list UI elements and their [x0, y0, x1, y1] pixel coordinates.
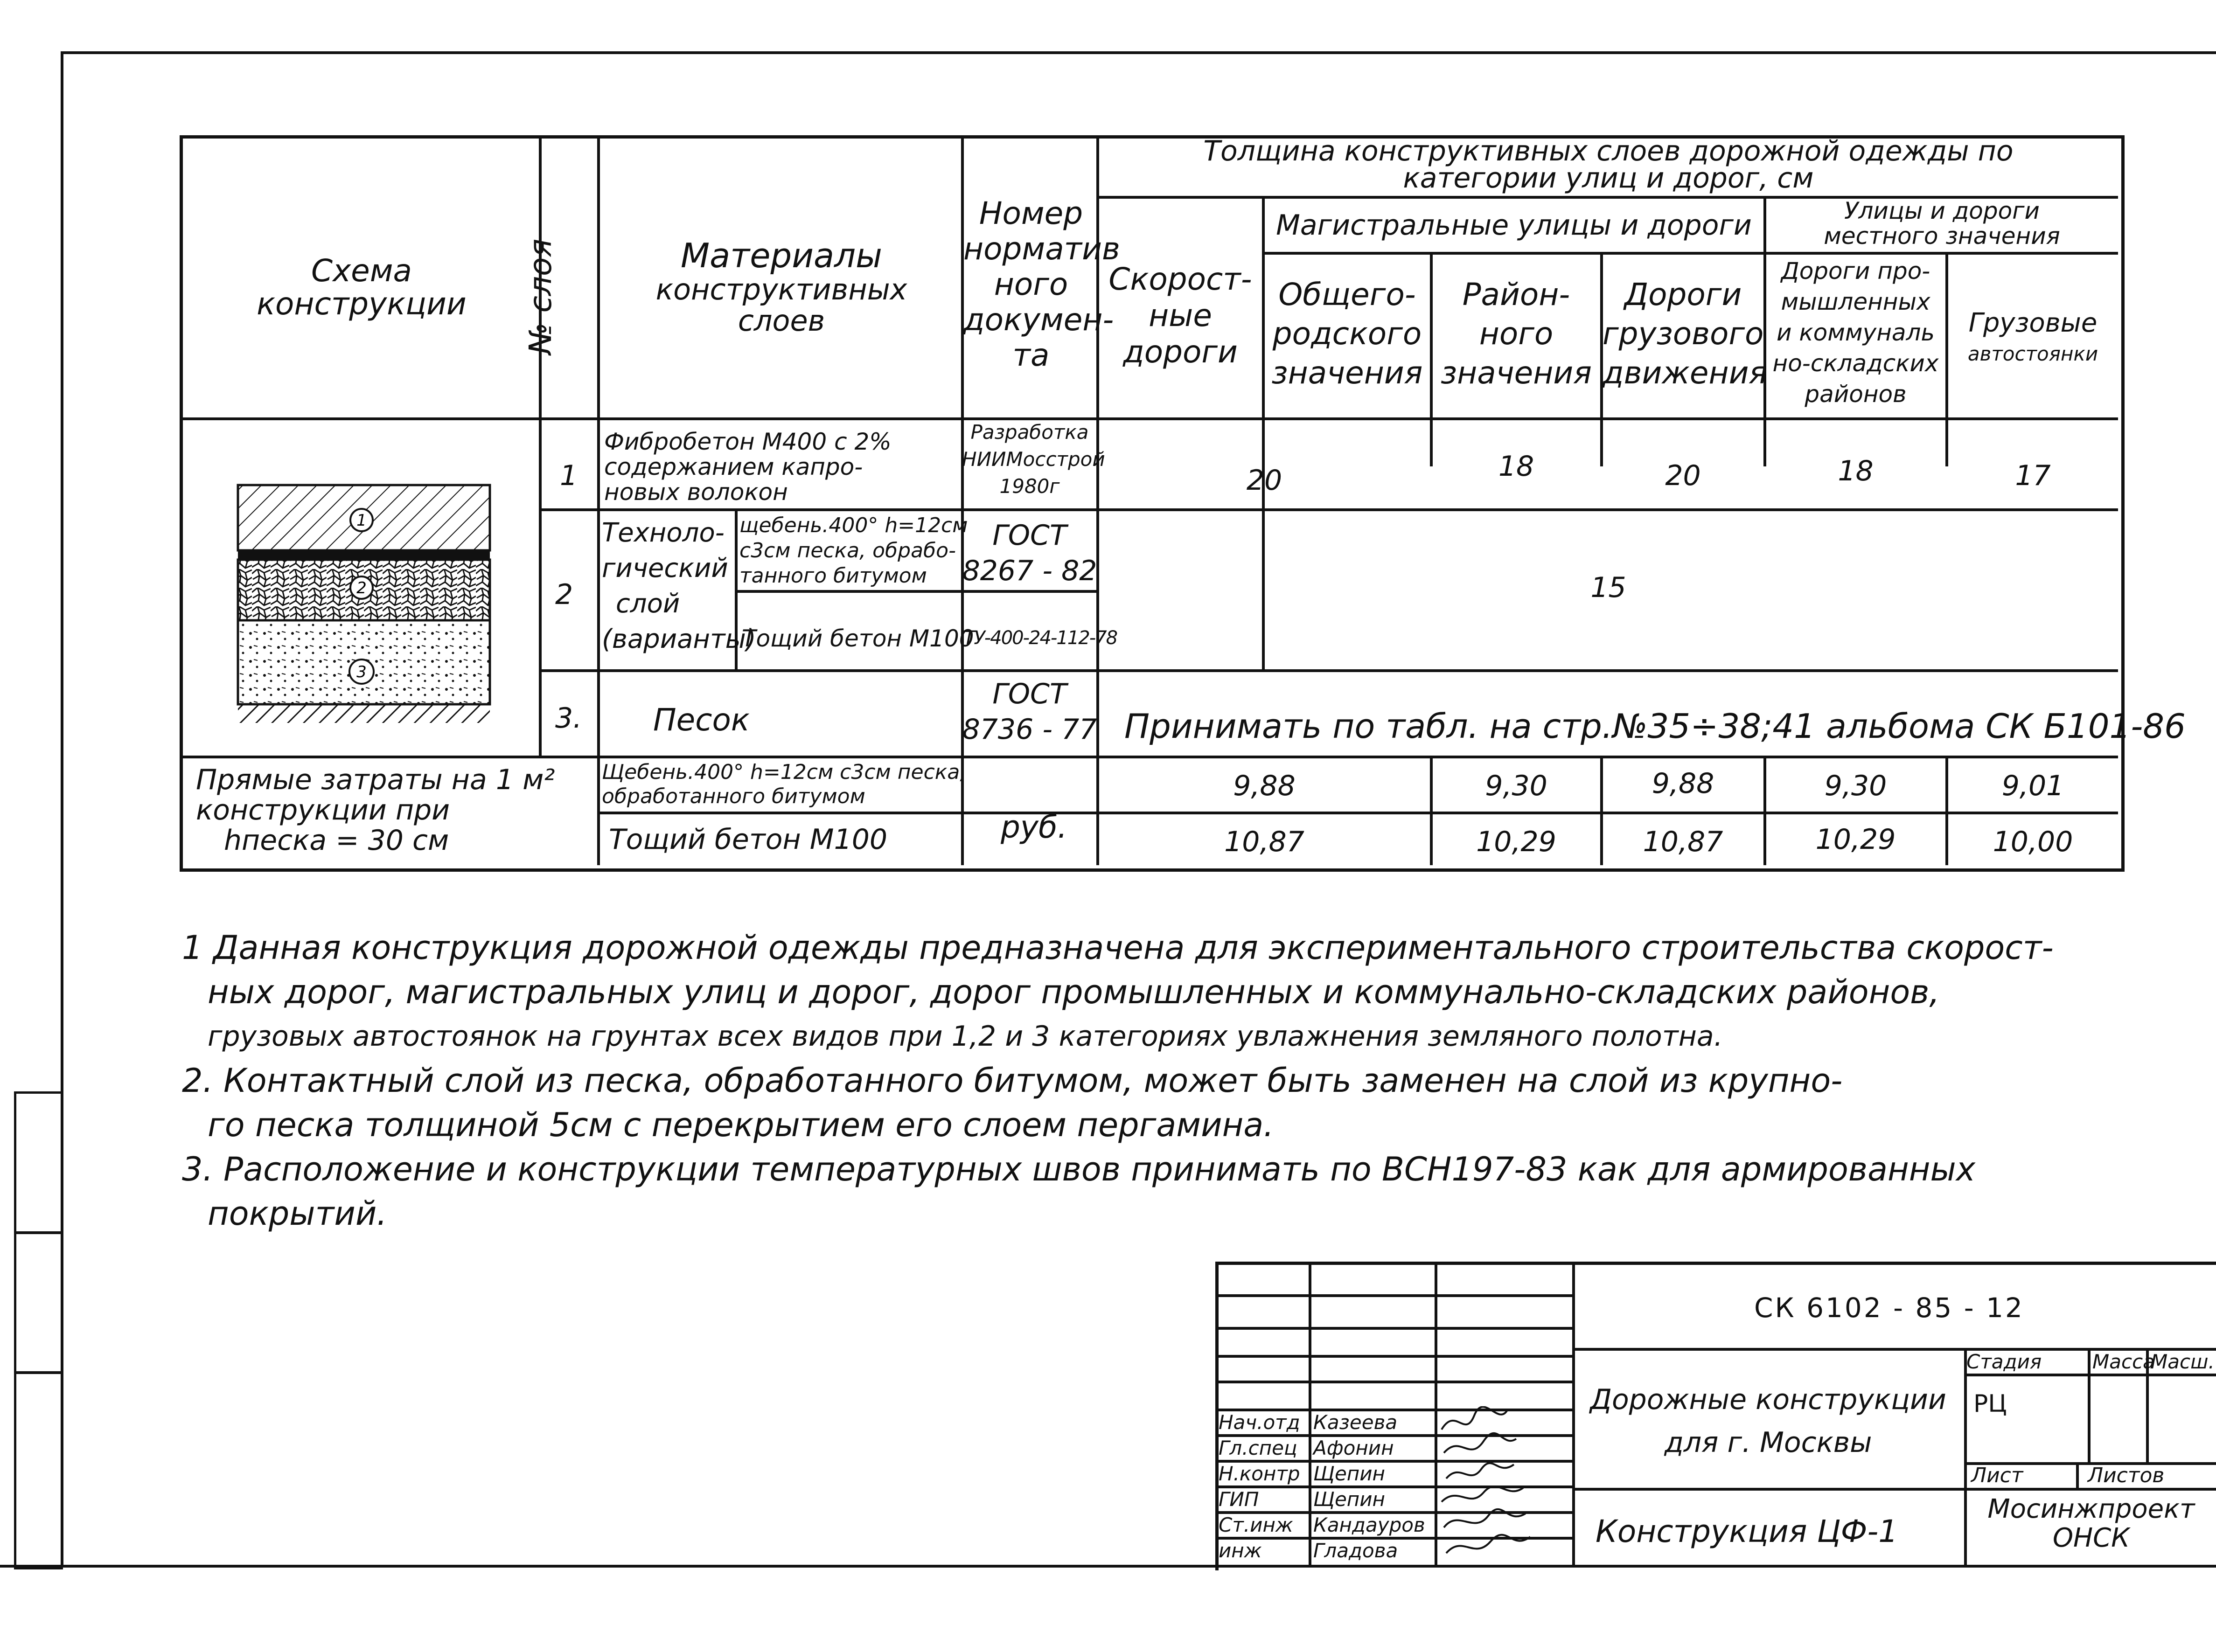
row2-variant-a: щебень.400° h=12см с3см песка, обрабо- танного битумом [739, 514, 968, 588]
scheme-marker-1: 1 [356, 511, 367, 530]
row3-note: Принимать по табл. на стр.№35÷38;41 альбома СК Б101-86 [1124, 707, 2186, 746]
stamp-roles [1219, 1409, 1300, 1563]
cost-b-express-citywide: 10,87 [1224, 826, 1304, 858]
cost-b-truck: 10,00 [1993, 826, 2073, 858]
header-citywide: Общего- родского значения [1271, 277, 1423, 391]
note-line-7: покрытий. [208, 1194, 387, 1233]
row1-value-freight: 20 [1665, 459, 1701, 492]
stamp-stage-header: Стадия [1966, 1350, 2042, 1373]
side-strip [14, 1091, 63, 1569]
stamp-name-6: Гладова [1313, 1539, 1398, 1562]
row1-value-district: 18 [1498, 450, 1534, 483]
stamp-role-engineer: инж [1219, 1539, 1262, 1562]
stamp-scale-header: Масш. [2151, 1350, 2215, 1373]
stamp-name-4: Щепин [1313, 1488, 1385, 1511]
stamp-role-chief-spec: Гл.спец [1219, 1437, 1297, 1459]
header-scheme: Схема конструкции [257, 253, 467, 322]
stamp-sheet-header: Лист [1971, 1464, 2023, 1487]
header-industrial: Дороги про- мышленных и коммуналь но-складских районов [1772, 257, 1939, 408]
note-line-5: го песка толщиной 5см с перекрытием его слоем пергамина. [208, 1106, 1274, 1144]
row3-doc: ГОСТ 8736 - 77 [962, 678, 1097, 746]
costs-variant-a: Щебень.400° h=12см с3см песка, обработанного битумом [602, 760, 967, 808]
cost-b-industrial: 10,29 [1815, 823, 1896, 856]
drawing-frame-top [61, 51, 2216, 54]
cost-a-express-citywide: 9,88 [1233, 770, 1296, 802]
header-norm-doc: Номер норматив ного докумен- та [963, 195, 1120, 373]
scheme-marker-2: 2 [356, 579, 367, 597]
stamp-name-5: Кандауров [1313, 1513, 1425, 1536]
header-layer-no: № слоя [523, 238, 558, 354]
row1-value-truck: 17 [2015, 459, 2051, 492]
header-district: Район- ного значения [1440, 277, 1592, 391]
row2-value: 15 [1590, 571, 1626, 604]
header-main-streets: Магистральные улицы и дороги [1276, 209, 1752, 242]
row1-doc: Разработка НИИМосстрой 1980г [962, 421, 1105, 498]
header-thickness-title: Толщина конструктивных слоев дорожной одежды по категории улиц и дорог, см [1203, 135, 2014, 194]
row2-variant-b-doc: ТУ-400-24-112-78 [963, 627, 1117, 649]
header-express: Скорост- ные дороги [1108, 261, 1252, 370]
cost-a-district: 9,30 [1485, 770, 1547, 802]
cost-a-truck: 9,01 [2001, 770, 2064, 802]
stamp-names [1313, 1409, 1425, 1563]
stamp-name-1: Казеева [1313, 1411, 1398, 1434]
costs-label: Прямые затраты на 1 м² конструкции при hпеска = 30 см [196, 764, 555, 857]
notes [182, 926, 2054, 1236]
stamp-sheet-title: Конструкция ЦФ-1 [1596, 1513, 1898, 1549]
row3-no: 3. [555, 702, 582, 735]
stamp-title: Дорожные конструкции для г. Москвы [1590, 1383, 1946, 1459]
note-line-2: ных дорог, магистральных улиц и дорог, дорог промышленных и коммунально-складских районов, [208, 973, 1940, 1011]
stamp-code: СК 6102 - 85 - 12 [1754, 1292, 2024, 1324]
note-line-1: 1 Данная конструкция дорожной одежды предназначена для экспериментального строительства скорост- [182, 929, 2054, 967]
stamp-stage: РЦ [1973, 1390, 2007, 1418]
cost-a-freight: 9,88 [1652, 767, 1714, 800]
stamp-role-chief-engineer: ГИП [1219, 1488, 1259, 1511]
row2-variant-b: Тощий бетон М100 [742, 625, 974, 652]
row3-material: Песок [653, 702, 750, 738]
header-freight: Дороги грузового движения [1603, 277, 1768, 391]
note-line-3: грузовых автостоянок на грунтах всех видов при 1,2 и 3 категориях увлажнения земляного полотна. [208, 1020, 1723, 1053]
row2-material-group: Техноло- гический слой (варианты) [602, 518, 756, 654]
cost-b-district: 10,29 [1476, 826, 1556, 858]
row1-no: 1 [560, 459, 578, 492]
row1-material: Фибробетон М400 с 2% содержанием капро- новых волокон [604, 428, 892, 506]
scheme-marker-3: 3 [356, 663, 367, 681]
cost-a-industrial: 9,30 [1824, 770, 1887, 802]
stamp-role-head-dept: Нач.отд [1219, 1411, 1300, 1434]
stamp-role-senior-engineer: Ст.инж [1219, 1513, 1293, 1536]
stamp-signatures [1437, 1406, 1572, 1565]
layer-scheme-drawing [233, 476, 495, 728]
note-line-4: 2. Контактный слой из песка, обработанного битумом, может быть заменен на слой из крупно- [182, 1062, 1843, 1100]
costs-unit: руб. [1001, 809, 1067, 845]
costs-variant-b: Тощий бетон М100 [609, 823, 888, 856]
stamp-name-2: Афонин [1313, 1437, 1394, 1459]
row2-no: 2 [555, 578, 573, 611]
stamp-mass-header: Масса [2092, 1350, 2155, 1373]
row1-value-industrial: 18 [1838, 455, 1874, 487]
header-local-streets: Улицы и дороги местного значения [1824, 197, 2060, 250]
note-line-6: 3. Расположение и конструкции температурных швов принимать по ВСН197-83 как для армированных [182, 1150, 1976, 1188]
row1-value-express-citywide: 20 [1246, 464, 1282, 497]
stamp-sheets-header: Листов [2088, 1464, 2165, 1487]
header-truck-parking: Грузовые автостоянки [1967, 308, 2098, 365]
stamp-role-norm-control: Н.контр [1219, 1462, 1300, 1485]
cost-b-freight: 10,87 [1643, 826, 1723, 858]
stamp-name-3: Щепин [1313, 1462, 1385, 1485]
header-materials: Материалы конструктивных слоев [655, 236, 907, 338]
row2-variant-a-doc: ГОСТ 8267 - 82 [962, 519, 1097, 587]
stamp-organization: Мосинжпроект ОНСК [1987, 1494, 2195, 1553]
